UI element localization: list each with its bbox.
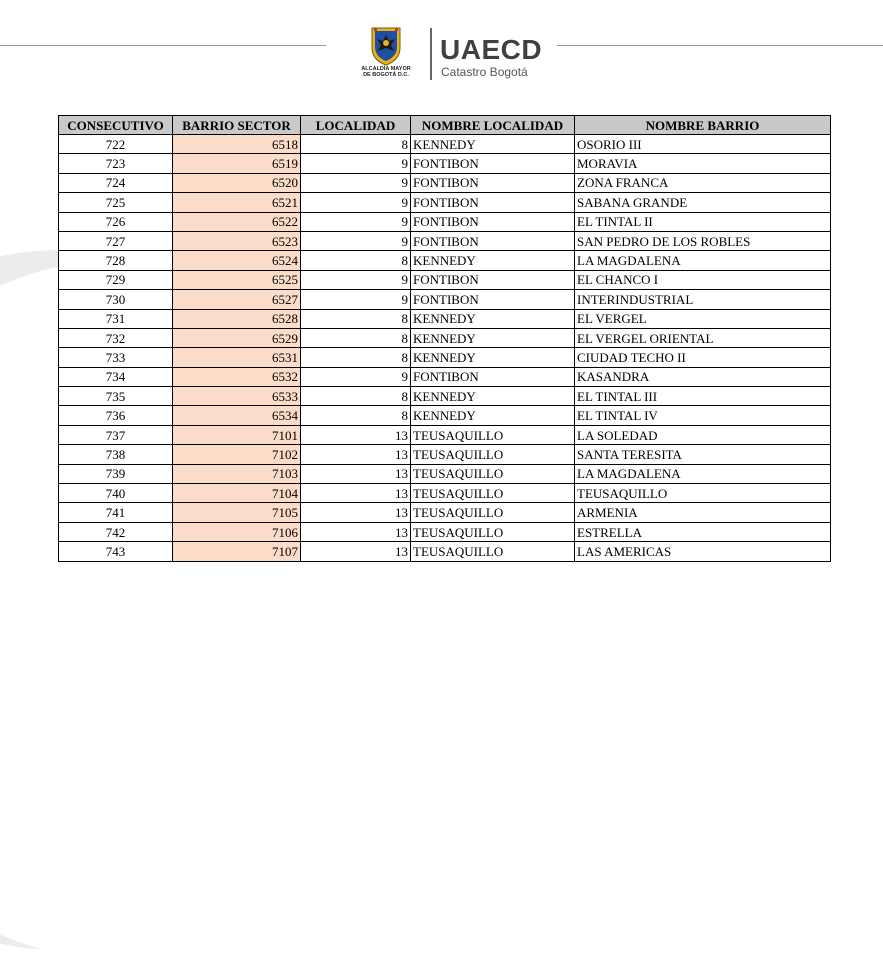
consecutivo-cell: 728: [59, 251, 173, 270]
barrio-sector-cell: 7104: [173, 484, 301, 503]
brand-title: UAECD: [440, 34, 543, 65]
consecutivo-cell: 732: [59, 328, 173, 347]
localidad-cell: 9: [301, 212, 411, 231]
table-row: [59, 231, 831, 250]
nombre-localidad-cell: TEUSAQUILLO: [411, 445, 575, 464]
consecutivo-cell: 723: [59, 154, 173, 173]
table-row: [59, 503, 831, 522]
barrio-sector-cell: 6523: [173, 231, 301, 250]
consecutivo-cell: 729: [59, 270, 173, 289]
nombre-barrio-cell: EL CHANCO I: [575, 270, 831, 289]
table-row: [59, 270, 831, 289]
localidad-cell: 8: [301, 328, 411, 347]
nombre-localidad-cell: FONTIBON: [411, 154, 575, 173]
consecutivo-cell: 739: [59, 464, 173, 483]
table-row: [59, 464, 831, 483]
barrio-sector-cell: 6521: [173, 193, 301, 212]
nombre-barrio-cell: SAN PEDRO DE LOS ROBLES: [575, 231, 831, 250]
table-row: [59, 135, 831, 154]
nombre-barrio-cell: ZONA FRANCA: [575, 173, 831, 192]
nombre-localidad-cell: FONTIBON: [411, 270, 575, 289]
localidad-cell: 9: [301, 193, 411, 212]
barrio-sector-cell: 6527: [173, 290, 301, 309]
localidad-cell: 13: [301, 503, 411, 522]
column-header-localidad: LOCALIDAD: [301, 116, 411, 135]
consecutivo-cell: 735: [59, 387, 173, 406]
nombre-barrio-cell: LA MAGDALENA: [575, 464, 831, 483]
table-row: [59, 445, 831, 464]
consecutivo-cell: 741: [59, 503, 173, 522]
table-row: [59, 193, 831, 212]
nombre-localidad-cell: TEUSAQUILLO: [411, 503, 575, 522]
nombre-barrio-cell: EL VERGEL ORIENTAL: [575, 328, 831, 347]
nombre-barrio-cell: LA MAGDALENA: [575, 251, 831, 270]
consecutivo-cell: 727: [59, 231, 173, 250]
column-header-nombre-barrio: NOMBRE BARRIO: [575, 116, 831, 135]
header-rule-right: [557, 45, 883, 46]
nombre-localidad-cell: FONTIBON: [411, 212, 575, 231]
nombre-localidad-cell: TEUSAQUILLO: [411, 542, 575, 561]
table-row: [59, 425, 831, 444]
barrio-sector-cell: 6532: [173, 367, 301, 386]
nombre-localidad-cell: KENNEDY: [411, 135, 575, 154]
localidad-cell: 9: [301, 231, 411, 250]
table-row: [59, 173, 831, 192]
nombre-barrio-cell: ARMENIA: [575, 503, 831, 522]
logo-caption-line1: ALCALDÍA MAYOR: [361, 66, 411, 72]
table-row: [59, 367, 831, 386]
consecutivo-cell: 725: [59, 193, 173, 212]
nombre-barrio-cell: SANTA TERESITA: [575, 445, 831, 464]
localidad-cell: 13: [301, 542, 411, 561]
localidad-cell: 8: [301, 348, 411, 367]
nombre-localidad-cell: KENNEDY: [411, 251, 575, 270]
localidad-cell: 13: [301, 484, 411, 503]
barrio-sector-cell: 6518: [173, 135, 301, 154]
consecutivo-cell: 726: [59, 212, 173, 231]
nombre-barrio-cell: LAS AMERICAS: [575, 542, 831, 561]
barrio-sector-cell: 7103: [173, 464, 301, 483]
consecutivo-cell: 737: [59, 425, 173, 444]
barrio-sector-cell: 6520: [173, 173, 301, 192]
nombre-barrio-cell: EL TINTAL IV: [575, 406, 831, 425]
localidad-cell: 9: [301, 154, 411, 173]
localidad-cell: 8: [301, 251, 411, 270]
localidad-cell: 8: [301, 387, 411, 406]
nombre-barrio-cell: KASANDRA: [575, 367, 831, 386]
nombre-localidad-cell: TEUSAQUILLO: [411, 484, 575, 503]
nombre-localidad-cell: FONTIBON: [411, 193, 575, 212]
barrio-sector-cell: 6533: [173, 387, 301, 406]
barrio-sector-cell: 6528: [173, 309, 301, 328]
consecutivo-cell: 733: [59, 348, 173, 367]
nombre-barrio-cell: LA SOLEDAD: [575, 425, 831, 444]
barrio-sector-cell: 6524: [173, 251, 301, 270]
column-header-barrio-sector: BARRIO SECTOR: [173, 116, 301, 135]
nombre-localidad-cell: TEUSAQUILLO: [411, 425, 575, 444]
table-row: [59, 328, 831, 347]
localidad-cell: 9: [301, 173, 411, 192]
localidad-cell: 9: [301, 367, 411, 386]
consecutivo-cell: 730: [59, 290, 173, 309]
nombre-localidad-cell: KENNEDY: [411, 348, 575, 367]
consecutivo-cell: 734: [59, 367, 173, 386]
table-row: [59, 542, 831, 561]
nombre-barrio-cell: INTERINDUSTRIAL: [575, 290, 831, 309]
nombre-localidad-cell: KENNEDY: [411, 309, 575, 328]
nombre-barrio-cell: ESTRELLA: [575, 522, 831, 541]
nombre-barrio-cell: SABANA GRANDE: [575, 193, 831, 212]
nombre-barrio-cell: EL VERGEL: [575, 309, 831, 328]
table-row: [59, 251, 831, 270]
barrio-sector-cell: 7106: [173, 522, 301, 541]
table-row: [59, 212, 831, 231]
nombre-barrio-cell: EL TINTAL III: [575, 387, 831, 406]
coat-of-arms-icon: [370, 26, 402, 66]
barrio-sector-cell: 7102: [173, 445, 301, 464]
nombre-localidad-cell: KENNEDY: [411, 387, 575, 406]
nombre-localidad-cell: FONTIBON: [411, 173, 575, 192]
localidad-cell: 8: [301, 309, 411, 328]
nombre-barrio-cell: MORAVIA: [575, 154, 831, 173]
table-row: [59, 348, 831, 367]
consecutivo-cell: 738: [59, 445, 173, 464]
localidad-cell: 9: [301, 290, 411, 309]
nombre-localidad-cell: KENNEDY: [411, 406, 575, 425]
logo-caption-line2: DE BOGOTÁ D.C.: [363, 72, 409, 78]
table-row: [59, 387, 831, 406]
nombre-localidad-cell: TEUSAQUILLO: [411, 522, 575, 541]
barrio-sector-cell: 7101: [173, 425, 301, 444]
table-row: [59, 522, 831, 541]
table-row: [59, 309, 831, 328]
nombre-localidad-cell: FONTIBON: [411, 367, 575, 386]
barrio-sector-cell: 6529: [173, 328, 301, 347]
localidad-cell: 8: [301, 406, 411, 425]
barrio-sector-cell: 6522: [173, 212, 301, 231]
nombre-localidad-cell: FONTIBON: [411, 290, 575, 309]
localidad-cell: 13: [301, 464, 411, 483]
header-rule-left: [0, 45, 326, 46]
table-row: [59, 154, 831, 173]
nombre-barrio-cell: OSORIO III: [575, 135, 831, 154]
localidad-cell: 8: [301, 135, 411, 154]
nombre-barrio-cell: CIUDAD TECHO II: [575, 348, 831, 367]
consecutivo-cell: 743: [59, 542, 173, 561]
nombre-barrio-cell: TEUSAQUILLO: [575, 484, 831, 503]
nombre-localidad-cell: FONTIBON: [411, 231, 575, 250]
barrio-sector-cell: 7107: [173, 542, 301, 561]
nombre-barrio-cell: EL TINTAL II: [575, 212, 831, 231]
barrio-sector-cell: 6525: [173, 270, 301, 289]
localidad-cell: 13: [301, 425, 411, 444]
logo-caption: [356, 66, 416, 78]
table-row: [59, 290, 831, 309]
column-header-consecutivo: CONSECUTIVO: [59, 116, 173, 135]
consecutivo-cell: 722: [59, 135, 173, 154]
barrio-sector-cell: 6531: [173, 348, 301, 367]
consecutivo-cell: 731: [59, 309, 173, 328]
consecutivo-cell: 724: [59, 173, 173, 192]
table-row: [59, 406, 831, 425]
table-header-row: [59, 116, 831, 135]
barrio-sector-cell: 6519: [173, 154, 301, 173]
barrio-sector-cell: 6534: [173, 406, 301, 425]
consecutivo-cell: 736: [59, 406, 173, 425]
localidad-cell: 13: [301, 445, 411, 464]
column-header-nombre-localidad: NOMBRE LOCALIDAD: [411, 116, 575, 135]
alcaldia-logo: [356, 26, 416, 84]
barrio-sector-cell: 7105: [173, 503, 301, 522]
table-body: [59, 135, 831, 562]
nombre-localidad-cell: TEUSAQUILLO: [411, 464, 575, 483]
table-row: [59, 484, 831, 503]
localidad-cell: 13: [301, 522, 411, 541]
consecutivo-cell: 740: [59, 484, 173, 503]
consecutivo-cell: 742: [59, 522, 173, 541]
barrios-table: [58, 115, 831, 562]
brand-subtitle: Catastro Bogotá: [441, 65, 528, 79]
localidad-cell: 9: [301, 270, 411, 289]
logo-divider: [430, 28, 432, 80]
nombre-localidad-cell: KENNEDY: [411, 328, 575, 347]
